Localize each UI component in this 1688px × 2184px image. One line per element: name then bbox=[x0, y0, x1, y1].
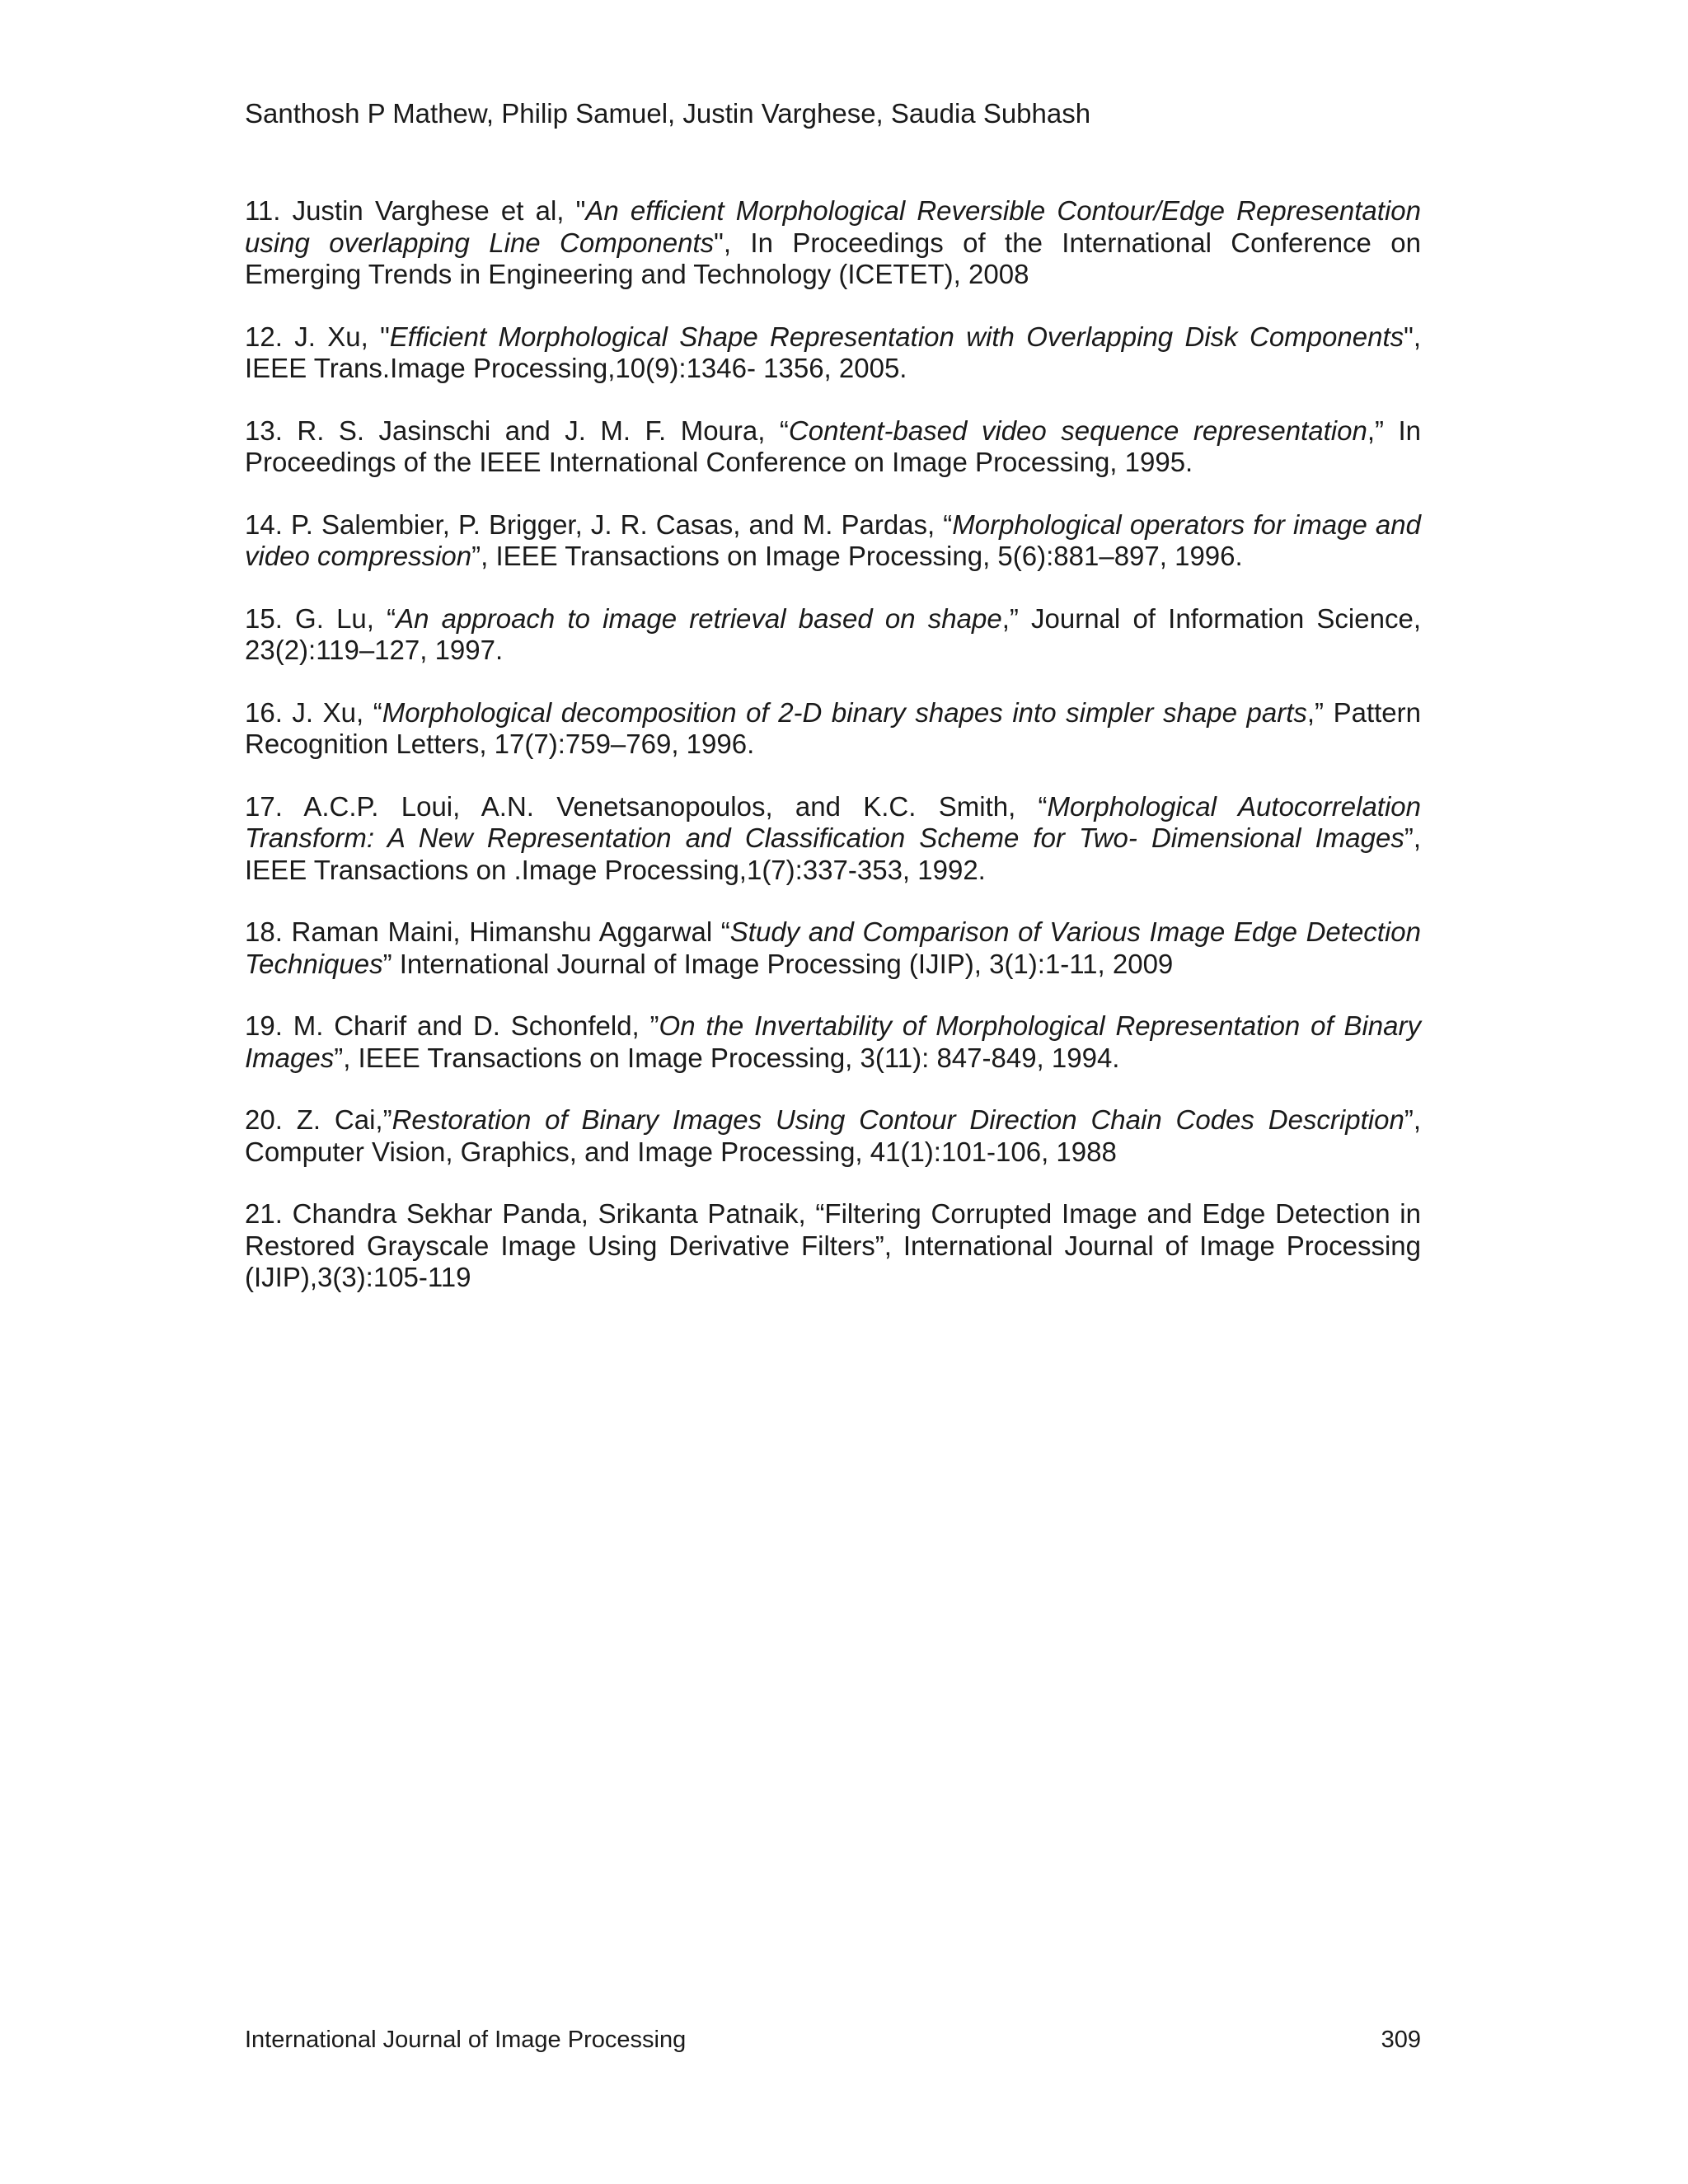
reference-item bbox=[245, 697, 1421, 761]
reference-lead: 12. J. Xu, " bbox=[245, 321, 390, 352]
reference-title: Efficient Morphological Shape Representation with Overlapping Disk Components bbox=[389, 321, 1404, 352]
footer-journal-name: International Journal of Image Processing bbox=[245, 2027, 687, 2053]
reference-item bbox=[245, 509, 1421, 573]
reference-lead: 14. P. Salembier, P. Brigger, J. R. Casas, and M. Pardas, “ bbox=[245, 509, 953, 540]
reference-title: Morphological Autocorrelation Transform: A New Representation and Classification Scheme for Two- Dimensional Images bbox=[245, 790, 1421, 853]
reference-item bbox=[245, 321, 1421, 385]
reference-lead: 13. R. S. Jasinschi and J. M. F. Moura, “ bbox=[245, 415, 789, 446]
reference-lead: 16. J. Xu, “ bbox=[245, 696, 382, 728]
reference-tail: ", In Proceedings of the International Conference on Emerging Trends in Engineering and Technology (ICETET), 2008 bbox=[245, 227, 1421, 289]
reference-item bbox=[245, 1104, 1421, 1168]
page-number: 309 bbox=[1381, 2027, 1421, 2053]
reference-title: Study and Comparison of Various Image Edge Detection Techniques bbox=[245, 916, 1422, 979]
reference-tail: ”, IEEE Transactions on .Image Processing,1(7):337-353, 1992. bbox=[245, 823, 1421, 885]
reference-item bbox=[245, 1010, 1421, 1074]
reference-tail: ” International Journal of Image Processing (IJIP), 3(1):1-11, 2009 bbox=[382, 948, 1174, 979]
reference-item bbox=[245, 415, 1421, 479]
reference-title: Morphological operators for image and video compression bbox=[245, 509, 1421, 571]
reference-item bbox=[245, 1198, 1421, 1294]
reference-lead: 20. Z. Cai,” bbox=[245, 1104, 392, 1135]
reference-tail: ”, IEEE Transactions on Image Processing, 5(6):881–897, 1996. bbox=[471, 541, 1243, 571]
reference-tail: ", IEEE Trans.Image Processing,10(9):1346- 1356, 2005. bbox=[245, 321, 1421, 383]
reference-title: On the Invertability of Morphological Representation of Binary Images bbox=[245, 1010, 1421, 1073]
reference-tail: ”, IEEE Transactions on Image Processing, 3(11): 847-849, 1994. bbox=[334, 1042, 1120, 1073]
reference-title: An approach to image retrieval based on shape bbox=[396, 602, 1002, 634]
reference-tail: ,” Journal of Information Science, 23(2):119–127, 1997. bbox=[245, 602, 1421, 665]
reference-tail: ”, Computer Vision, Graphics, and Image Processing, 41(1):101-106, 1988 bbox=[245, 1104, 1421, 1167]
reference-item bbox=[245, 916, 1421, 980]
reference-item bbox=[245, 791, 1421, 887]
reference-title: An efficient Morphological Reversible Contour/Edge Representation using overlapping Line Components bbox=[245, 195, 1421, 258]
running-header: Santhosh P Mathew, Philip Samuel, Justin Varghese, Saudia Subhash bbox=[245, 98, 1091, 129]
reference-tail: ,” In Proceedings of the IEEE International Conference on Image Processing, 1995. bbox=[245, 415, 1421, 477]
reference-list bbox=[245, 195, 1421, 1324]
reference-title: Content-based video sequence representation bbox=[788, 415, 1367, 446]
reference-title: Restoration of Binary Images Using Contour Direction Chain Codes Description bbox=[392, 1104, 1404, 1135]
reference-lead: 18. Raman Maini, Himanshu Aggarwal “ bbox=[245, 916, 730, 947]
reference-lead: 21. Chandra Sekhar Panda, Srikanta Patnaik, “Filtering Corrupted Image and Edge Detection in Restored Grayscale Image Using Derivative Filters”, International Journal of Image Processing (IJIP),3(3):105-119 bbox=[245, 1198, 1421, 1292]
reference-title: Morphological decomposition of 2-D binary shapes into simpler shape parts bbox=[382, 696, 1307, 728]
reference-lead: 19. M. Charif and D. Schonfeld, ” bbox=[245, 1010, 659, 1041]
reference-lead: 17. A.C.P. Loui, A.N. Venetsanopoulos, and K.C. Smith, “ bbox=[245, 790, 1048, 822]
reference-item bbox=[245, 195, 1421, 291]
reference-lead: 11. Justin Varghese et al, " bbox=[245, 195, 586, 226]
reference-tail: ,” Pattern Recognition Letters, 17(7):759–769, 1996. bbox=[245, 696, 1421, 759]
reference-item bbox=[245, 603, 1421, 667]
reference-lead: 15. G. Lu, “ bbox=[245, 602, 396, 634]
